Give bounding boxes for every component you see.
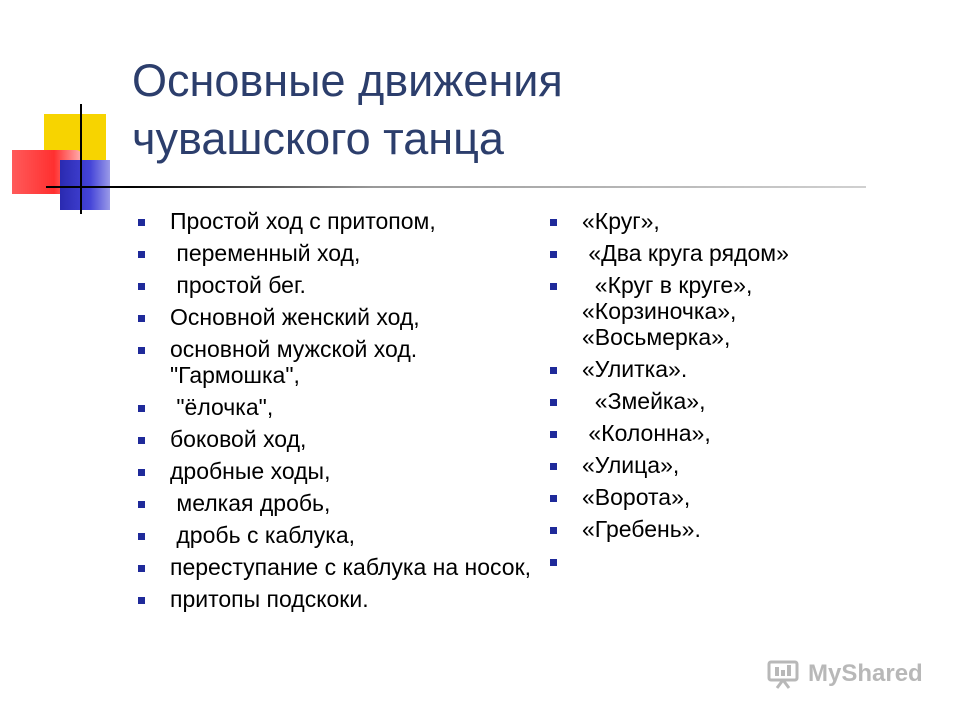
decoration-blue-square [60, 160, 110, 210]
bullet-icon [138, 283, 145, 290]
bullet-icon [550, 559, 557, 566]
list-item: «Круг в круге», «Корзиночка», «Восьмерка», [550, 272, 870, 350]
list-item: простой бег. [138, 272, 533, 298]
bullet-icon [550, 251, 557, 258]
list-item: дробь с каблука, [138, 522, 533, 548]
bullet-icon [550, 399, 557, 406]
bullet-icon [550, 463, 557, 470]
list-item: «Два круга рядом» [550, 240, 870, 266]
list-item: «Улитка». [550, 356, 870, 382]
list-item: боковой ход, [138, 426, 533, 452]
bullet-icon [138, 597, 145, 604]
myshared-watermark [766, 654, 936, 694]
list-item: переменный ход, [138, 240, 533, 266]
bullet-icon [138, 533, 145, 540]
right-bullet-list [550, 208, 870, 548]
bullet-icon [550, 431, 557, 438]
bullet-icon [550, 527, 557, 534]
bullet-icon [138, 437, 145, 444]
list-item: притопы подскоки. [138, 586, 533, 612]
list-item: «Ворота», [550, 484, 870, 510]
presentation-board-icon [766, 659, 800, 689]
list-item: «Гребень». [550, 516, 870, 542]
slide-title [132, 52, 563, 168]
left-bullet-list [138, 208, 533, 618]
slide-title-line-2: чувашского танца [132, 113, 504, 164]
bullet-icon [138, 251, 145, 258]
bullet-icon [550, 219, 557, 226]
bullet-icon [138, 565, 145, 572]
bullet-icon [138, 219, 145, 226]
list-item: Основной женский ход, [138, 304, 533, 330]
bullet-icon [138, 469, 145, 476]
list-item: «Круг», [550, 208, 870, 234]
list-item: основной мужской ход. "Гармошка", [138, 336, 533, 388]
list-item: «Змейка», [550, 388, 870, 414]
bullet-icon [550, 495, 557, 502]
decoration-vertical-line [80, 104, 82, 214]
bullet-icon [138, 347, 145, 354]
slide-title-line-1: Основные движения [132, 55, 563, 106]
bullet-icon [550, 283, 557, 290]
bullet-icon [550, 367, 557, 374]
watermark-text: MyShared [808, 660, 923, 687]
title-underline [46, 186, 866, 188]
list-item: "ёлочка", [138, 394, 533, 420]
list-item: переступание с каблука на носок, [138, 554, 533, 580]
list-item: «Колонна», [550, 420, 870, 446]
list-item: мелкая дробь, [138, 490, 533, 516]
bullet-icon [138, 405, 145, 412]
list-item: дробные ходы, [138, 458, 533, 484]
bullet-icon [138, 315, 145, 322]
list-item: «Улица», [550, 452, 870, 478]
list-item: Простой ход с притопом, [138, 208, 533, 234]
bullet-icon [138, 501, 145, 508]
